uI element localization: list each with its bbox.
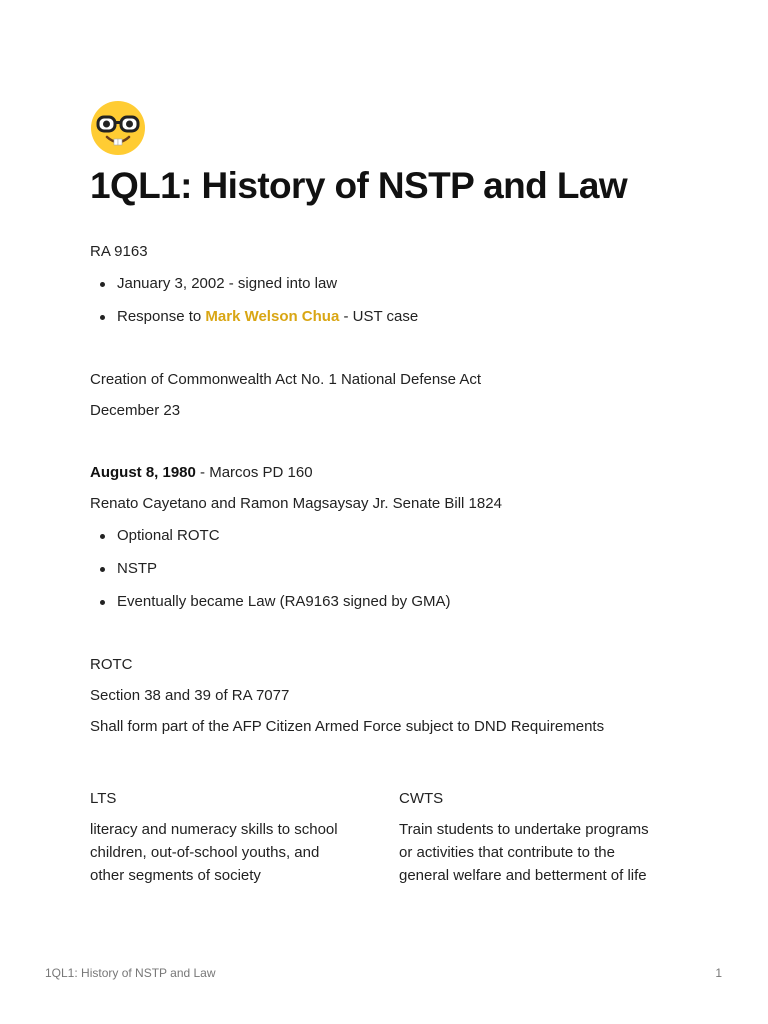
marcos-pd-line xyxy=(90,463,313,483)
bold-date: August 8, 1980 xyxy=(90,464,196,481)
cwts-body-line: Train students to undertake programs xyxy=(399,821,649,838)
senate-bill-line: Renato Cayetano and Ramon Magsaysay Jr. Senate Bill 1824 xyxy=(90,495,502,512)
bullet-dot-icon xyxy=(100,567,105,572)
page-number: 1 xyxy=(715,966,722,980)
cwts-body-line: general welfare and betterment of life xyxy=(399,867,647,884)
date-line: December 23 xyxy=(90,402,181,419)
list-item-suffix: - UST case xyxy=(339,308,419,325)
section-ra-line: Section 38 and 39 of RA 7077 xyxy=(90,687,290,704)
ra-heading: RA 9163 xyxy=(90,243,148,260)
list-item-text: January 3, 2002 - signed into law xyxy=(117,275,338,292)
bullet-dot-icon xyxy=(100,315,105,320)
list-item-text: Eventually became Law (RA9163 signed by GMA) xyxy=(117,593,451,610)
lts-body-line: children, out-of-school youths, and xyxy=(90,844,320,861)
commonwealth-act-line: Creation of Commonwealth Act No. 1 National Defense Act xyxy=(90,371,482,388)
bullet-dot-icon xyxy=(100,282,105,287)
cwts-heading: CWTS xyxy=(399,790,444,807)
lts-body xyxy=(90,818,375,887)
bullet-dot-icon xyxy=(100,600,105,605)
afp-line: Shall form part of the AFP Citizen Armed Force subject to DND Requirements xyxy=(90,718,605,735)
lts-column xyxy=(90,787,375,887)
document-page xyxy=(90,100,690,208)
list-item-prefix: Response to xyxy=(117,308,206,325)
list-item-text xyxy=(117,307,418,327)
list-item-text: Optional ROTC xyxy=(117,527,220,544)
page-title: 1QL1: History of NSTP and Law xyxy=(90,165,628,206)
lts-heading: LTS xyxy=(90,790,117,807)
cwts-body xyxy=(399,818,684,887)
lts-body-line: other segments of society xyxy=(90,867,261,884)
list-item-text: NSTP xyxy=(117,560,158,577)
cwts-body-line: or activities that contribute to the xyxy=(399,844,615,861)
footer-title: 1QL1: History of NSTP and Law xyxy=(45,966,216,980)
cwts-column xyxy=(399,787,684,887)
mark-welson-chua-link[interactable]: Mark Welson Chua xyxy=(205,308,340,325)
rotc-heading: ROTC xyxy=(90,656,133,673)
bullet-dot-icon xyxy=(100,534,105,539)
lts-body-line: literacy and numeracy skills to school xyxy=(90,821,338,838)
date-rest: - Marcos PD 160 xyxy=(195,464,313,481)
nerd-face-emoji-icon xyxy=(90,100,146,156)
